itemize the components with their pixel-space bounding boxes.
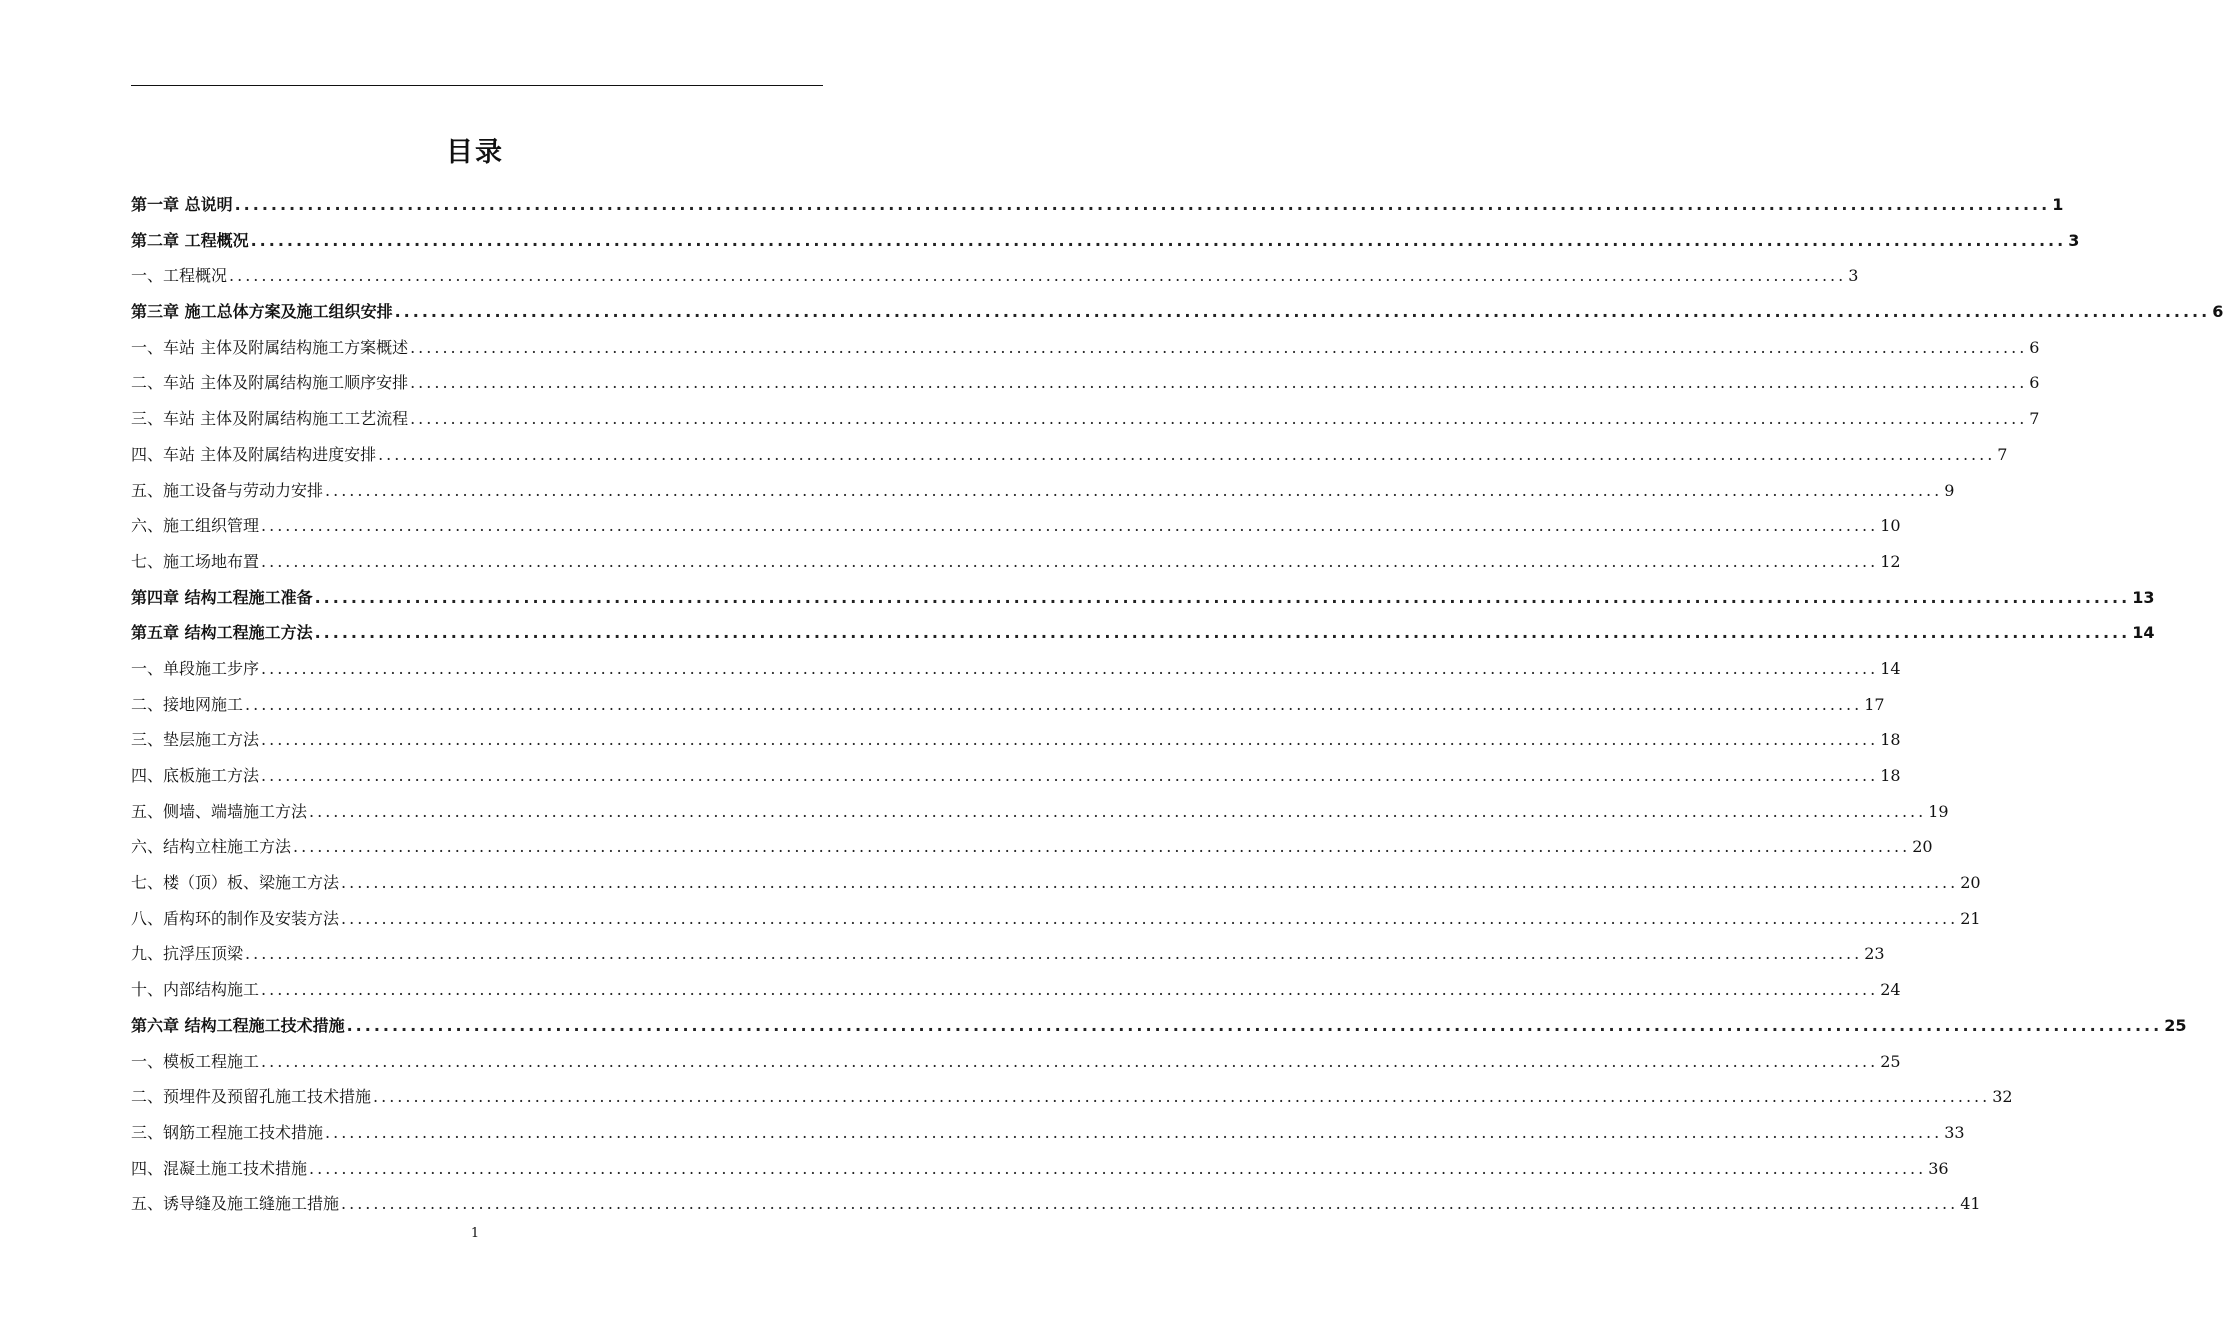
toc-list [131, 187, 2223, 1222]
toc-entry-page: 10 [1880, 516, 1901, 536]
toc-section-entry[interactable] [131, 758, 1901, 794]
toc-entry-page: 14 [1880, 658, 1901, 678]
toc-entry-label: 第五章 结构工程施工方法 [131, 623, 313, 643]
toc-section-entry[interactable] [131, 794, 1949, 830]
toc-entry-page: 33 [1944, 1122, 1965, 1142]
toc-chapter-entry[interactable] [131, 187, 2064, 223]
toc-section-entry[interactable] [131, 1044, 1901, 1080]
toc-title: 目录 [446, 137, 504, 168]
toc-dot-leader: ........................................................................................................................................................................................................ [341, 908, 1959, 928]
page-number: 1 [470, 1226, 480, 1241]
toc-entry-label: 五、侧墙、端墙施工方法 [131, 801, 308, 821]
toc-entry-page: 19 [1928, 801, 1949, 821]
toc-dot-leader: ........................................................................................................................................................................................................ [394, 302, 2211, 322]
toc-dot-leader: ........................................................................................................................................................................................................ [341, 1194, 1959, 1214]
toc-section-entry[interactable] [131, 936, 1885, 972]
toc-dot-leader: ........................................................................................................................................................................................................ [229, 266, 1847, 286]
toc-chapter-entry[interactable] [131, 1008, 2187, 1044]
toc-dot-leader: ........................................................................................................................................................................................................ [250, 230, 2067, 250]
toc-dot-leader: ........................................................................................................................................................................................................ [410, 409, 2028, 429]
toc-dot-leader: ........................................................................................................................................................................................................ [314, 587, 2131, 607]
toc-entry-page: 13 [2132, 587, 2155, 607]
toc-dot-leader: ........................................................................................................................................................................................................ [309, 801, 1927, 821]
toc-dot-leader: ........................................................................................................................................................................................................ [346, 1015, 2163, 1035]
toc-entry-label: 四、混凝土施工技术措施 [131, 1158, 308, 1178]
toc-entry-label: 七、施工场地布置 [131, 551, 260, 571]
toc-dot-leader: ........................................................................................................................................................................................................ [325, 1122, 1943, 1142]
toc-entry-page: 6 [2029, 373, 2040, 393]
toc-chapter-entry[interactable] [131, 223, 2080, 259]
toc-entry-page: 23 [1864, 944, 1885, 964]
toc-entry-label: 第三章 施工总体方案及施工组织安排 [131, 302, 393, 322]
toc-dot-leader: ........................................................................................................................................................................................................ [378, 444, 1996, 464]
toc-entry-label: 一、单段施工步序 [131, 658, 260, 678]
toc-chapter-entry[interactable] [131, 294, 2223, 330]
toc-chapter-entry[interactable] [131, 615, 2155, 651]
toc-entry-label: 五、诱导缝及施工缝施工措施 [131, 1194, 340, 1214]
toc-dot-leader: ........................................................................................................................................................................................................ [245, 944, 1863, 964]
toc-entry-page: 18 [1880, 766, 1901, 785]
toc-entry-page: 14 [2132, 623, 2155, 643]
toc-entry-page: 6 [2029, 337, 2040, 357]
toc-entry-page: 3 [2068, 230, 2080, 250]
toc-entry-label: 六、结构立柱施工方法 [131, 837, 292, 857]
toc-entry-label: 第六章 结构工程施工技术措施 [131, 1015, 345, 1035]
toc-dot-leader: ........................................................................................................................................................................................................ [261, 980, 1879, 1000]
toc-dot-leader: ........................................................................................................................................................................................................ [234, 195, 2051, 214]
toc-entry-page: 24 [1880, 980, 1901, 1000]
toc-entry-page: 25 [1880, 1051, 1901, 1071]
toc-section-entry[interactable] [131, 1115, 1965, 1151]
toc-section-entry[interactable] [131, 365, 2040, 401]
toc-entry-page: 18 [1880, 730, 1901, 750]
toc-dot-leader: ........................................................................................................................................................................................................ [314, 623, 2131, 643]
toc-entry-page: 3 [1848, 266, 1859, 286]
toc-entry-label: 四、车站 主体及附属结构进度安排 [131, 444, 377, 464]
toc-dot-leader: ........................................................................................................................................................................................................ [261, 516, 1879, 536]
toc-entry-label: 第四章 结构工程施工准备 [131, 587, 313, 607]
toc-entry-label: 三、车站 主体及附属结构施工工艺流程 [131, 409, 409, 429]
toc-section-entry[interactable] [131, 437, 2008, 473]
toc-dot-leader: ........................................................................................................................................................................................................ [410, 337, 2028, 357]
toc-entry-label: 二、接地网施工 [131, 694, 244, 714]
toc-section-entry[interactable] [131, 722, 1901, 758]
toc-entry-label: 十、内部结构施工 [131, 980, 260, 1000]
toc-entry-page: 7 [1997, 444, 2008, 464]
toc-dot-leader: ........................................................................................................................................................................................................ [325, 480, 1943, 500]
toc-entry-page: 20 [1960, 873, 1981, 893]
toc-section-entry[interactable] [131, 258, 1859, 294]
toc-dot-leader: ........................................................................................................................................................................................................ [261, 551, 1879, 571]
toc-section-entry[interactable] [131, 401, 2040, 437]
toc-section-entry[interactable] [131, 1186, 1981, 1222]
toc-entry-label: 七、楼（顶）板、梁施工方法 [131, 873, 340, 893]
toc-dot-leader: ........................................................................................................................................................................................................ [245, 694, 1863, 714]
toc-entry-page: 12 [1880, 551, 1901, 571]
toc-entry-label: 第二章 工程概况 [131, 230, 249, 250]
toc-entry-label: 三、垫层施工方法 [131, 730, 260, 750]
toc-dot-leader: ........................................................................................................................................................................................................ [261, 658, 1879, 678]
toc-entry-label: 第一章 总说明 [131, 195, 233, 214]
toc-section-entry[interactable] [131, 687, 1885, 723]
toc-section-entry[interactable] [131, 901, 1981, 937]
toc-entry-page: 7 [2029, 409, 2040, 429]
toc-section-entry[interactable] [131, 1151, 1949, 1187]
toc-section-entry[interactable] [131, 829, 1933, 865]
toc-dot-leader: ........................................................................................................................................................................................................ [373, 1087, 1991, 1107]
toc-entry-label: 一、工程概况 [131, 266, 228, 286]
toc-entry-page: 9 [1944, 480, 1955, 500]
toc-dot-leader: ........................................................................................................................................................................................................ [410, 373, 2028, 393]
toc-section-entry[interactable] [131, 330, 2040, 366]
toc-entry-page: 1 [2052, 195, 2064, 214]
toc-dot-leader: ........................................................................................................................................................................................................ [261, 766, 1879, 785]
toc-entry-label: 六、施工组织管理 [131, 516, 260, 536]
toc-entry-label: 一、模板工程施工 [131, 1051, 260, 1071]
toc-entry-label: 五、施工设备与劳动力安排 [131, 480, 324, 500]
toc-entry-page: 21 [1960, 908, 1981, 928]
toc-entry-page: 17 [1864, 694, 1885, 714]
toc-section-entry[interactable] [131, 473, 1955, 509]
toc-entry-label: 一、车站 主体及附属结构施工方案概述 [131, 337, 409, 357]
toc-entry-label: 四、底板施工方法 [131, 766, 260, 785]
toc-entry-label: 二、车站 主体及附属结构施工顺序安排 [131, 373, 409, 393]
toc-entry-page: 36 [1928, 1158, 1949, 1178]
toc-section-entry[interactable] [131, 865, 1981, 901]
toc-dot-leader: ........................................................................................................................................................................................................ [261, 730, 1879, 750]
toc-entry-page: 41 [1960, 1194, 1981, 1214]
toc-entry-label: 九、抗浮压顶梁 [131, 944, 244, 964]
toc-entry-page: 32 [1992, 1087, 2013, 1107]
toc-dot-leader: ........................................................................................................................................................................................................ [341, 873, 1959, 893]
toc-entry-page: 25 [2164, 1015, 2187, 1035]
toc-entry-page: 6 [2212, 302, 2223, 322]
toc-dot-leader: ........................................................................................................................................................................................................ [261, 1051, 1879, 1071]
header-rule [131, 85, 823, 86]
toc-entry-label: 三、钢筋工程施工技术措施 [131, 1122, 324, 1142]
toc-entry-page: 20 [1912, 837, 1933, 857]
toc-section-entry[interactable] [131, 508, 1901, 544]
toc-section-entry[interactable] [131, 1079, 2013, 1115]
toc-entry-label: 二、预埋件及预留孔施工技术措施 [131, 1087, 372, 1107]
toc-entry-label: 八、盾构环的制作及安装方法 [131, 908, 340, 928]
toc-chapter-entry[interactable] [131, 580, 2155, 616]
toc-section-entry[interactable] [131, 972, 1901, 1008]
toc-dot-leader: ........................................................................................................................................................................................................ [293, 837, 1911, 857]
toc-dot-leader: ........................................................................................................................................................................................................ [309, 1158, 1927, 1178]
toc-section-entry[interactable] [131, 544, 1901, 580]
toc-section-entry[interactable] [131, 651, 1901, 687]
